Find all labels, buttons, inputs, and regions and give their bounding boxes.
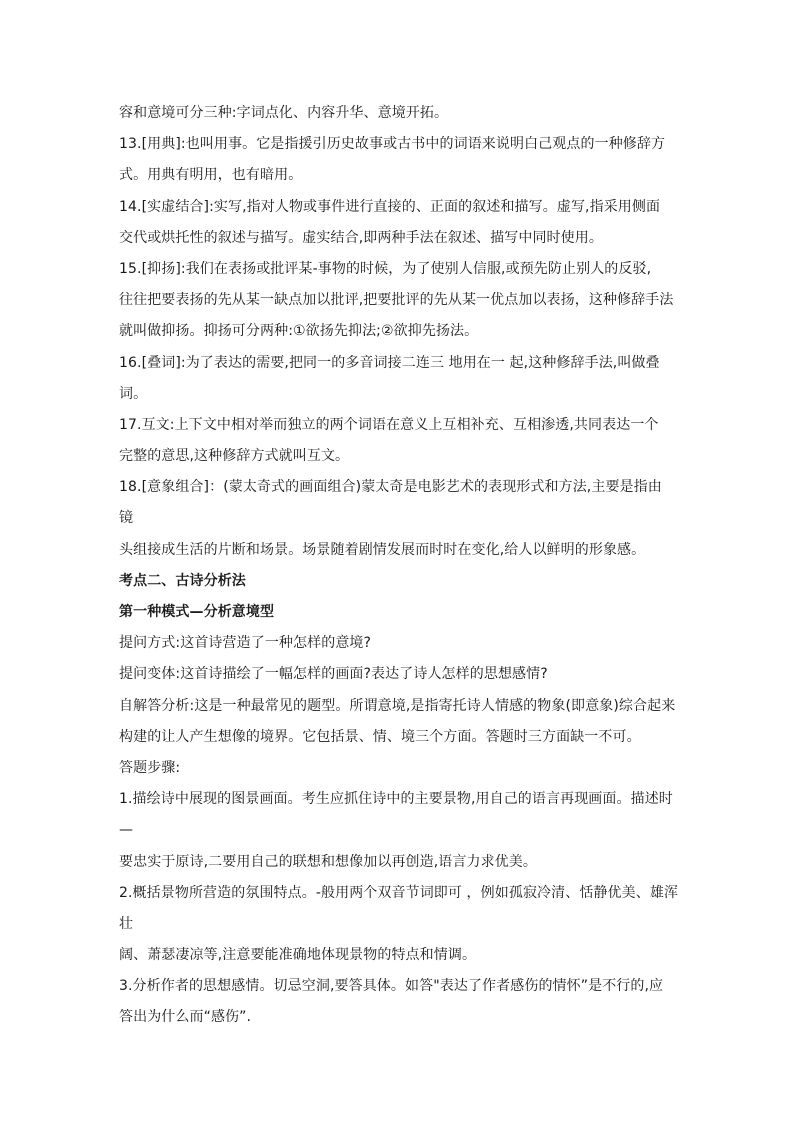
text-line: 答出为什么而“感伤”.: [119, 1009, 252, 1026]
text-line: 壮: [119, 915, 134, 932]
text-line: 自解答分析:这是一种最常见的题型。所谓意境,是指寄托诗人情感的物象(即意象)综合起来: [119, 697, 676, 714]
text-line: 提问变体:这首诗描绘了一幅怎样的画面?表达了诗人怎样的思想感情?: [119, 666, 548, 683]
text-line: 就叫做抑扬。抑扬可分两种:①欲扬先抑法;②欲抑先扬法。: [119, 323, 479, 340]
text-line: 15.[抑扬]:我们在表扬或批评某-事物的时候，为了使别人信服,或预先防止别人的反驳,: [119, 260, 652, 277]
text-line: 14.[实虚结合]:实写,指对人物或事件进行直接的、正面的叙述和描写。虚写,指采用侧面: [119, 198, 661, 215]
text-line: 完整的意思,这种修辞方式就叫互文。: [119, 448, 350, 465]
text-line: 式。用典有明用，也有暗用。: [119, 167, 303, 184]
document-body: [119, 98, 689, 1034]
text-line: 词。: [119, 385, 148, 402]
text-line: 交代或烘托性的叙述与描写。虚实结合,即两种手法在叙述、描写中同时使用。: [119, 229, 603, 246]
text-line: —: [119, 822, 134, 839]
text-line: 往往把要表扬的先从某一缺点加以批评,把要批评的先从某一优点加以表扬，这种修辞手法: [119, 292, 674, 309]
text-line: 1.描绘诗中展现的图景画面。考生应抓住诗中的主要景物,用自己的语言再现画面。描述时: [119, 791, 673, 808]
text-line: 16.[叠词]:为了表达的需要,把同一的多音词接二连三 地用在一 起,这种修辞手法,叫做叠: [119, 354, 660, 371]
text-line: 阔、萧瑟凄凉等,注意要能准确地体现景物的特点和情调。: [119, 947, 477, 964]
text-line: 要忠实于原诗,二要用自己的联想和想像加以再创造,语言力求优美。: [119, 853, 537, 870]
text-line: 容和意境可分三种:字词点化、内容升华、意境开拓。: [119, 105, 449, 121]
text-line: 3.分析作者的思想感情。切忌空洞,要答具体。如答"表达了作者感伤的情怀”是不行的,应: [119, 978, 664, 995]
section-heading: 考点二、古诗分析法: [119, 572, 246, 589]
text-line: 镜: [119, 510, 134, 527]
text-line: 17.互文:上下文中相对举而独立的两个词语在意义上互相补充、互相渗透,共同表达一个: [119, 416, 659, 433]
text-line: 18.[意象组合]：(蒙太奇式的画面组合)蒙太奇是电影艺术的表现形式和方法,主要是指由: [119, 479, 662, 496]
text-line: 13.[用典]:也叫用事。它是指援引历史故事或古书中的词语来说明白己观点的一种修辞方: [119, 136, 666, 153]
text-line: 提问方式:这首诗营造了一种怎样的意境?: [119, 635, 372, 652]
text-line: 头组接成生活的片断和场景。场景随着剧情发展而时时在变化,给人以鲜明的形象感。: [119, 541, 646, 558]
text-line: 2.概括景物所营造的氛围特点。-般用两个双音节词即可 ，例如孤寂冷清、恬静优美、雄浑: [119, 884, 679, 901]
text-line: 构建的让人产生想像的境界。它包括景、情、境三个方面。答题时三方面缺一不可。: [119, 728, 641, 745]
text-line: 答题步骤:: [119, 759, 181, 776]
section-heading: 第一种模式—分析意境型: [119, 604, 275, 620]
